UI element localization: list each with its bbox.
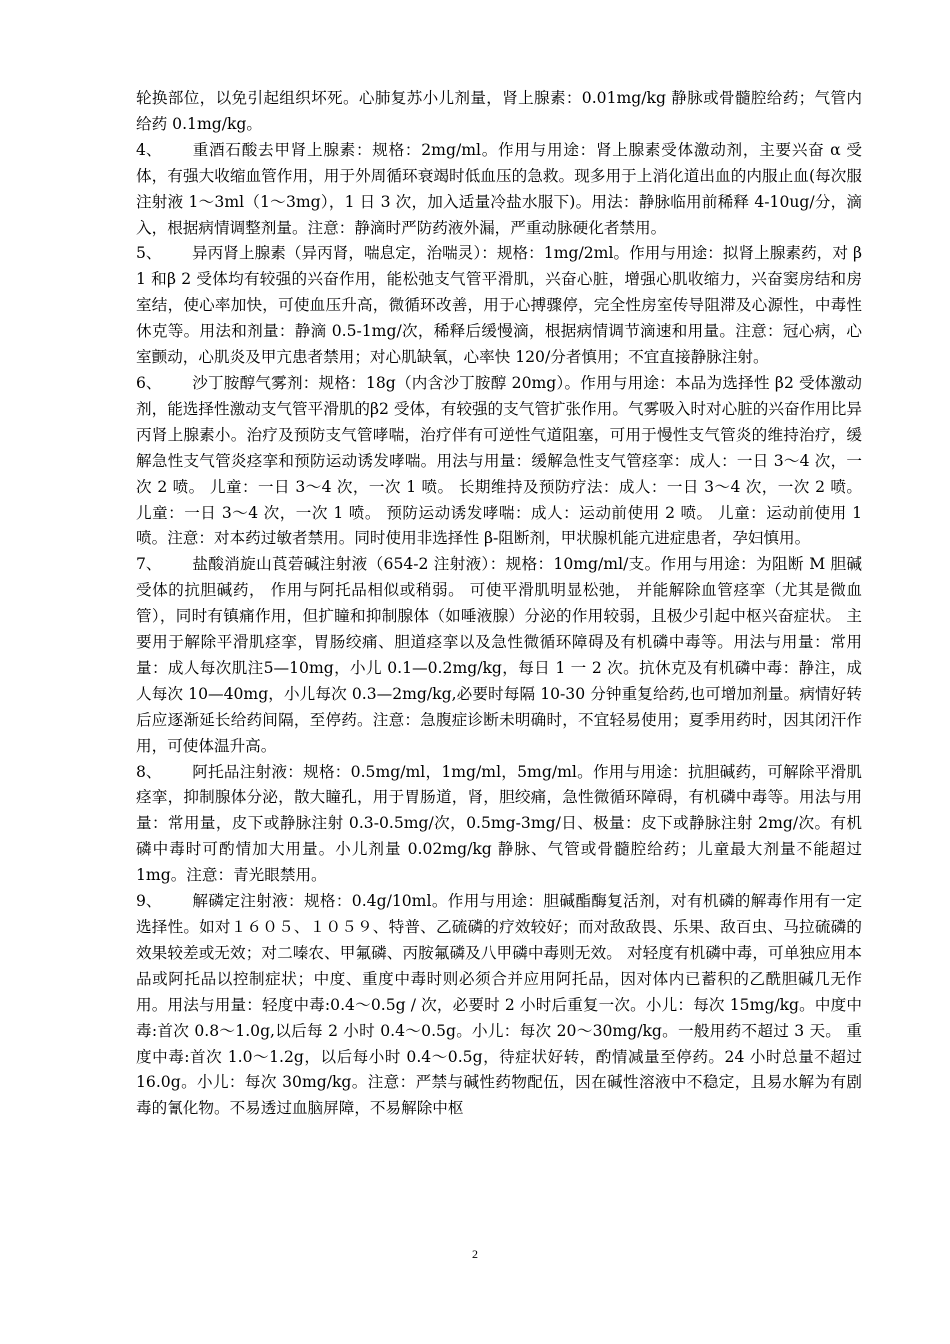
item-number: 8、 [136,762,162,781]
paragraph-item-6 [136,371,862,552]
paragraph-text: ：规格：10mg/ml/支。作用与用途：为阻断 M 胆碱受体的抗胆碱药， 作用与阿托品相似或稍弱。 可使平滑肌明显松弛， 并能解除血管痉挛（尤其是微血管），同时有镇痛作用，但扩瞳和抑制腺体（如唾液腺）分泌的作用较弱，且极少引起中枢兴奋症状。 主要用于解除平滑肌痉挛，胃肠绞痛、胆道痉挛以及急性微循环障碍及有机磷中毒等。用法与用量：常用量：成人每次肌注5—10mg，小儿 0.1—0.2mg/kg，每日 1 一 2 次。抗休克及有机磷中毒：静注，成人每次 10—40mg，小儿每次 0.3—2mg/kg,必要时每隔 10-30 分钟重复给药,也可增加剂量。病情好转后应逐渐延长给药间隔，至停药。注意：急腹症诊断未明确时，不宜轻易使用；夏季用药时，因其闭汗作用，可使体温升高。 [136,555,862,755]
paragraph-text: 轮换部位，以免引起组织坏死。心肺复苏小儿剂量，肾上腺素：0.01mg/kg 静脉或骨髓腔给药；气管内给药 0.1mg/kg。 [136,89,862,133]
item-number: 9、 [136,892,162,911]
paragraph-text: 阿托品注射液：规格：0.5mg/ml，1mg/ml，5mg/ml。作用与用途：抗胆碱药，可解除平滑肌痉挛，抑制腺体分泌，散大瞳孔，用于胃肠道，肾，胆绞痛，急性微循环障碍，有机磷中毒等。用法与用量：常用量，皮下或静脉注射 0.3-0.5mg/次，0.5mg-3mg/日、极量：皮下或静脉注射 2mg/次。有机磷中毒时可酌情加大用量。小儿剂量 0.02mg/kg 静脉、气管或骨髓腔给药；儿童最大剂量不能超过 1mg。注意：青光眼禁用。 [136,762,862,885]
paragraph-text: 重酒石酸去甲肾上腺素：规格：2mg/ml。作用与用途：肾上腺素受体激动剂，主要兴奋 α 受体，有强大收缩血管作用，用于外周循环衰竭时低血压的急救。现多用于上消化道出血的内服止血(每次服注射液 1～3ml（1～3mg），1 日 3 次，加入适量冷盐水服下)。用法：静脉临用前稀释 4-10ug/分，滴入，根据病情调整剂量。注意：静滴时严防药液外漏，严重动脉硬化者禁用。 [136,140,862,237]
paragraph-text: 沙丁胺醇气雾剂：规格：18g（内含沙丁胺醇 20mg）。作用与用途：本品为选择性 β2 受体激动剂，能选择性激动支气管平滑肌的β2 受体，有较强的支气管扩张作用。气雾吸入时对心脏的兴奋作用比异丙肾上腺素小。治疗及预防支气管哮喘，治疗伴有可逆性气道阻塞，可用于慢性支气管炎的维持治疗，缓解急性支气管炎痉挛和预防运动诱发哮喘。用法与用量：缓解急性支气管痉挛：成人：一日 3～4 次，一次 2 喷。 儿童：一日 3～4 次，一次 1 喷。 长期维持及预防疗法：成人：一日 3～4 次，一次 2 喷。 儿童：一日 3～4 次，一次 1 喷。 预防运动诱发哮喘：成人：运动前使用 2 喷。 儿童：运动前使用 1 喷。注意：对本药过敏者禁用。同时使用非选择性 β-阻断剂，甲状腺机能亢进症患者，孕妇慎用。 [136,373,862,548]
paragraph-item-5 [136,241,862,371]
page-number: 2 [472,1247,478,1261]
paragraph-text: 解磷定注射液：规格：0.4g/10ml。作用与用途：胆碱酯酶复活剂，对有机磷的解毒作用有一定选择性。如对１６０５、１０５９、特普、乙硫磷的疗效较好；而对敌敌畏、乐果、敌百虫、马拉硫磷的效果较差或无效；对二嗪农、甲氟磷、丙胺氟磷及八甲磷中毒则无效。 对轻度有机磷中毒，可单独应用本品或阿托品以控制症状；中度、重度中毒时则必须合并应用阿托品，因对体内已蓄积的乙酰胆碱几无作用。用法与用量：轻度中毒:0.4～0.5g / 次，必要时 2 小时后重复一次。小儿：每次 15mg/kg。中度中毒:首次 0.8～1.0g,以后每 2 小时 0.4～0.5g。小儿：每次 20～30mg/kg。一般用药不超过 3 天。 重度中毒:首次 1.0～1.2g，以后每小时 0.4～0.5g，待症状好转，酌情减量至停药。24 小时总量不超过 16.0g。小儿：每次 30mg/kg。注意：严禁与碱性药物配伍，因在碱性溶液中不稳定，且易水解为有剧毒的氰化物。不易透过血脑屏障，不易解除中枢 [136,892,862,1118]
paragraph-item-4 [136,138,862,242]
paragraph-continuation [136,86,862,138]
paragraph-text: 异丙肾上腺素（异丙肾，喘息定，治喘灵）：规格：1mg/2ml。作用与用途：拟肾上腺素药，对 β 1 和β 2 受体均有较强的兴奋作用，能松弛支气管平滑肌，兴奋心脏，增强心肌收缩力，兴奋窦房结和房室结，使心率加快，可使血压升高，微循环改善，用于心搏骤停，完全性房室传导阻滞及心源性，中毒性休克等。用法和剂量：静滴 0.5-1mg/次，稀释后缓慢滴，根据病情调节滴速和用量。注意：冠心病，心室颤动，心肌炎及甲亢患者禁用；对心肌缺氧，心率快 120/分者慎用；不宜直接静脉注射。 [136,244,862,367]
paragraph-item-7 [136,552,862,759]
paragraph-item-8 [136,760,862,890]
item-number: 5、 [136,244,162,263]
drug-title: 盐酸消旋山莨菪碱注射液（654-2 注射液） [192,555,490,574]
item-number: 6、 [136,373,162,392]
paragraph-item-9 [136,889,862,1122]
body-text [136,86,862,1122]
item-number: 4、 [136,140,162,159]
item-number: 7、 [136,555,162,574]
